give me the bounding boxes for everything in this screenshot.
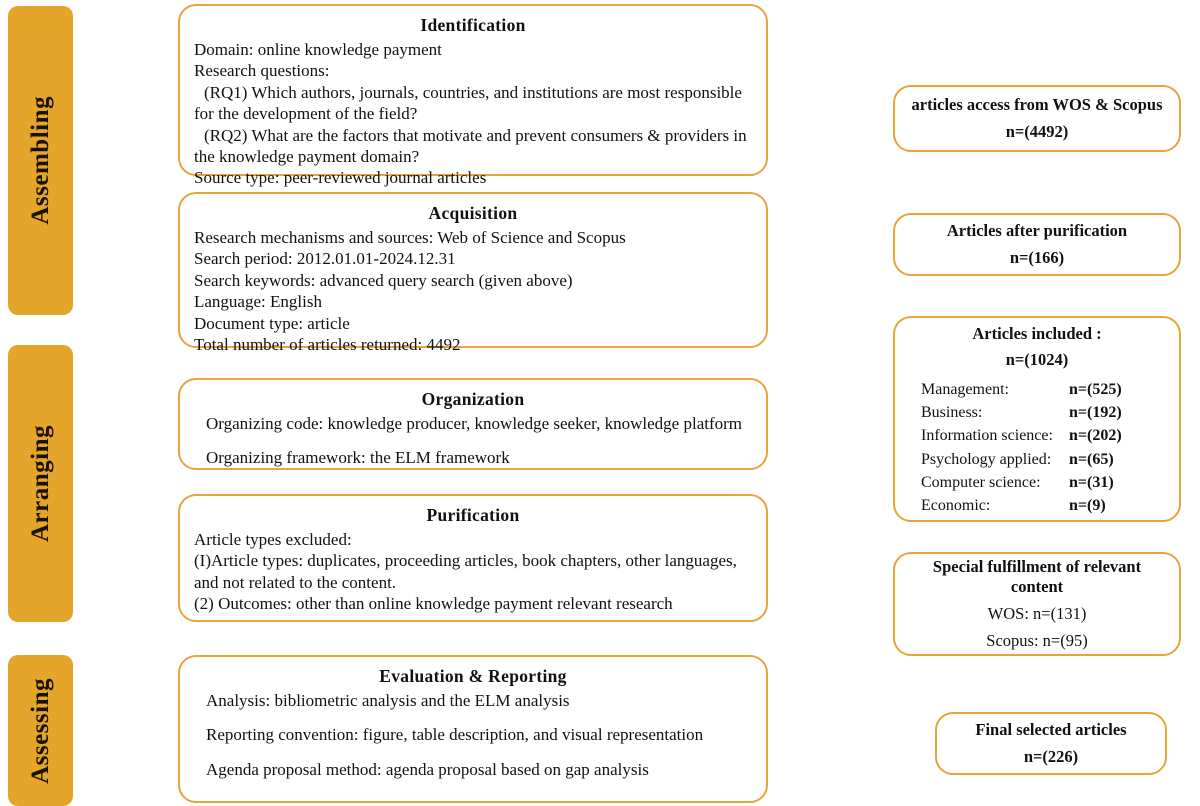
breakdown-label-computer-science: Computer science: <box>921 473 1041 491</box>
card-acquisition-line-total: Total number of articles returned: 4492 <box>194 335 461 355</box>
card-articles-after-purification-count: n=(166) <box>1009 247 1065 267</box>
breakdown-label-business: Business: <box>921 404 983 422</box>
card-articles-access-title: articles access from WOS & Scopus <box>911 94 1163 114</box>
stage-label-assessing: Assessing <box>26 677 54 784</box>
card-evaluation-line-reporting: Reporting convention: figure, table description, and visual representation <box>206 725 704 745</box>
breakdown-row <box>921 378 1167 401</box>
card-organization <box>178 378 768 470</box>
card-articles-access <box>893 85 1181 152</box>
card-purification-line-outcomes: (2) Outcomes: other than online knowledge payment relevant research <box>194 594 673 614</box>
card-identification-title: Identification <box>420 15 526 35</box>
card-purification <box>178 494 768 622</box>
breakdown-label-information-science: Information science: <box>921 427 1053 445</box>
card-evaluation-title: Evaluation & Reporting <box>379 666 567 686</box>
card-articles-after-purification-title: Articles after purification <box>946 220 1128 240</box>
breakdown-value-psychology-applied: n=(65) <box>1069 450 1114 468</box>
stage-label-arranging: Arranging <box>26 425 54 542</box>
breakdown-value-computer-science: n=(31) <box>1069 473 1114 491</box>
card-acquisition <box>178 192 768 355</box>
card-identification-line-questions: Research questions: <box>194 61 330 81</box>
stage-block-arranging <box>8 345 73 622</box>
card-identification <box>178 4 768 188</box>
card-acquisition-line-period: Search period: 2012.01.01-2024.12.31 <box>194 249 456 269</box>
card-organization-line-framework: Organizing framework: the ELM framework <box>206 448 510 468</box>
card-acquisition-line-sources: Research mechanisms and sources: Web of Science and Scopus <box>194 228 626 247</box>
breakdown-row <box>921 471 1167 494</box>
card-purification-title: Purification <box>426 505 520 525</box>
card-identification-line-rq1: (RQ1) Which authors, journals, countries, and institutions are most responsible for the development of the field? <box>194 82 742 124</box>
card-special-fulfillment-wos: WOS: n=(131) <box>987 604 1087 623</box>
card-evaluation <box>178 655 768 803</box>
card-evaluation-line-agenda: Agenda proposal method: agenda proposal based on gap analysis <box>206 759 649 779</box>
breakdown-label-management: Management: <box>921 381 1009 399</box>
card-final-selected-articles-count: n=(226) <box>1023 746 1079 766</box>
card-identification-line-source-type: Source type: peer-reviewed journal articles <box>194 168 487 188</box>
stage-label-assembling: Assembling <box>26 96 54 225</box>
card-articles-included-title: Articles included : <box>972 323 1102 343</box>
breakdown-row <box>921 424 1167 447</box>
stage-block-assembling <box>8 6 73 315</box>
card-final-selected-articles-title: Final selected articles <box>975 719 1127 739</box>
card-special-fulfillment <box>893 552 1181 656</box>
breakdown-value-management: n=(525) <box>1069 381 1122 399</box>
card-articles-access-count: n=(4492) <box>1005 121 1069 141</box>
card-articles-included <box>893 316 1181 522</box>
card-acquisition-line-doctype: Document type: article <box>194 313 350 333</box>
breakdown-value-business: n=(192) <box>1069 404 1122 422</box>
card-acquisition-line-language: Language: English <box>194 292 322 312</box>
stage-block-assessing <box>8 655 73 806</box>
card-purification-line-excluded: Article types excluded: <box>194 530 352 549</box>
card-final-selected-articles <box>935 712 1167 775</box>
card-special-fulfillment-title: Special fulfillment of relevant content <box>932 556 1142 597</box>
breakdown-row <box>921 448 1167 471</box>
card-articles-after-purification <box>893 213 1181 276</box>
card-identification-line-domain: Domain: online knowledge payment <box>194 40 442 59</box>
breakdown-value-information-science: n=(202) <box>1069 427 1122 445</box>
card-acquisition-title: Acquisition <box>428 203 518 223</box>
card-identification-line-rq2: (RQ2) What are the factors that motivate and prevent consumers & providers in the knowledge payment domain? <box>194 125 747 167</box>
breakdown-row <box>921 494 1167 517</box>
card-organization-title: Organization <box>421 389 525 409</box>
breakdown-value-economic: n=(9) <box>1069 497 1106 514</box>
card-organization-line-code: Organizing code: knowledge producer, knowledge seeker, knowledge platform <box>206 414 743 433</box>
card-special-fulfillment-scopus: Scopus: n=(95) <box>986 630 1088 650</box>
breakdown-label-psychology-applied: Psychology applied: <box>921 450 1052 468</box>
articles-included-breakdown <box>905 378 1169 517</box>
breakdown-label-economic: Economic: <box>921 497 991 514</box>
card-evaluation-line-analysis: Analysis: bibliometric analysis and the ELM analysis <box>206 691 570 710</box>
breakdown-row <box>921 401 1167 424</box>
card-articles-included-count: n=(1024) <box>1005 350 1069 370</box>
card-acquisition-line-keywords: Search keywords: advanced query search (given above) <box>194 270 573 290</box>
card-purification-line-types: (I)Article types: duplicates, proceeding articles, book chapters, other languages, and not related to the content. <box>194 551 737 592</box>
